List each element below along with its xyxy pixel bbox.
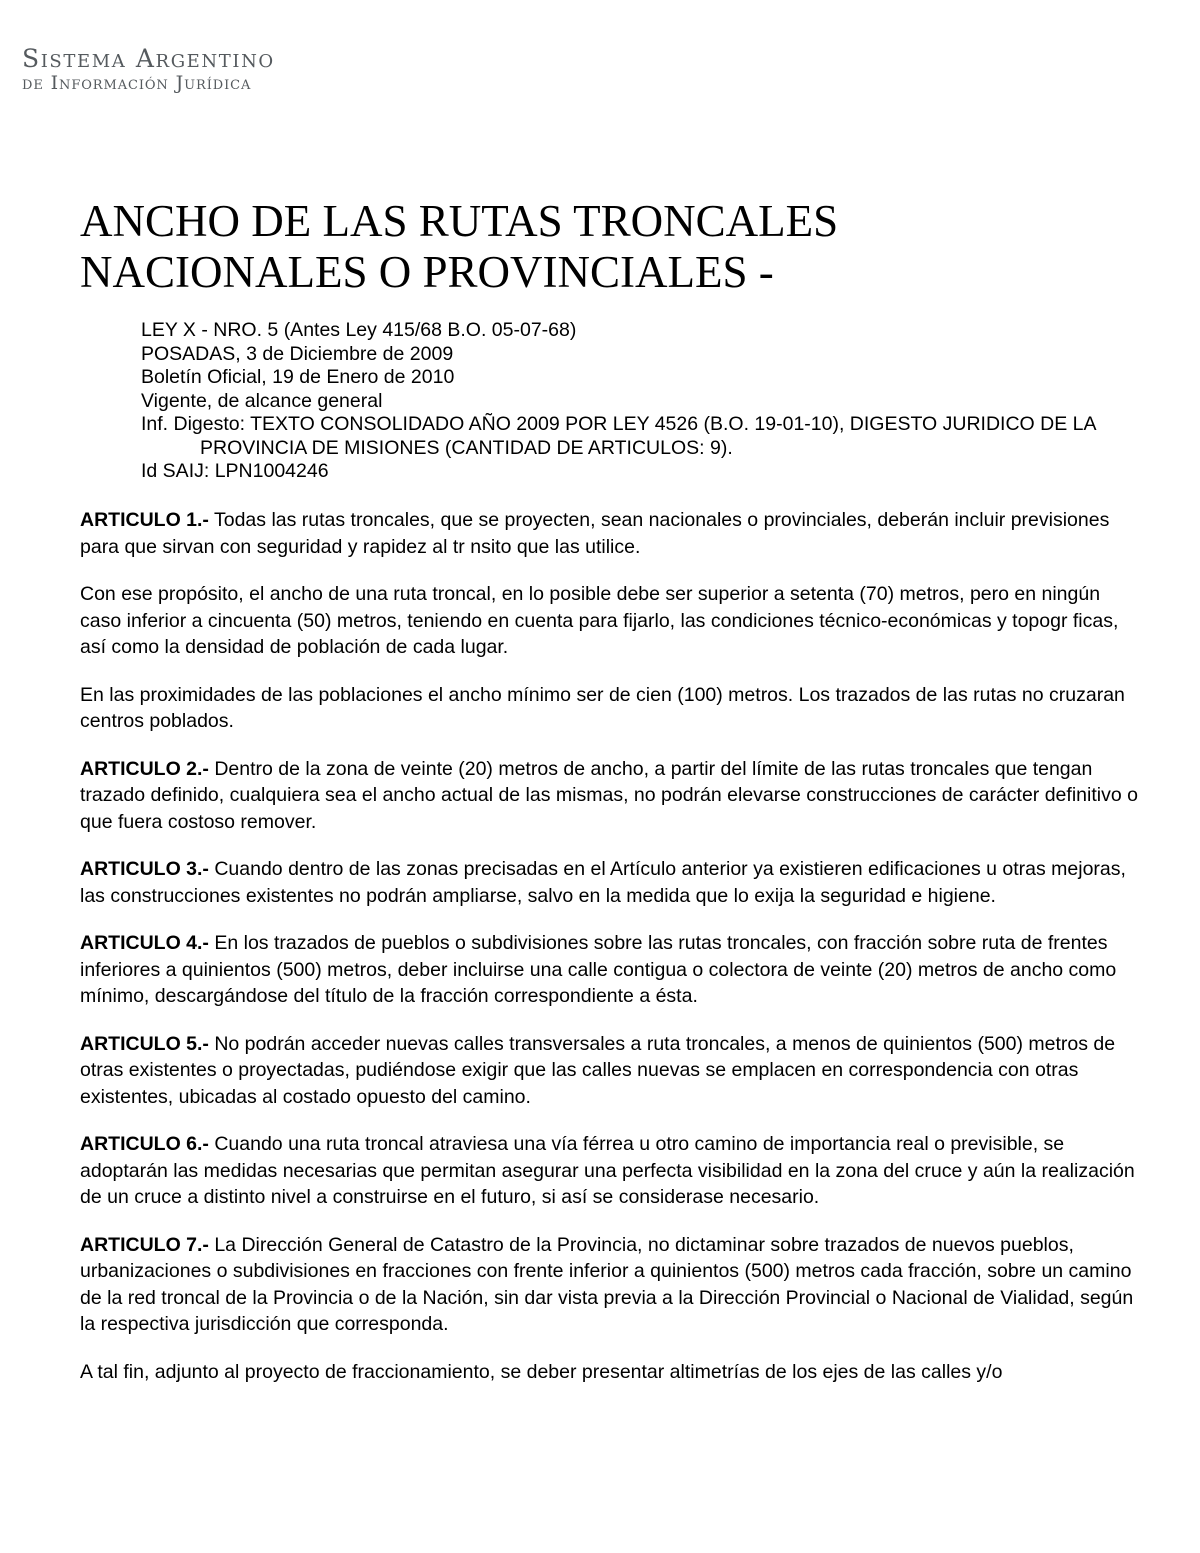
- article-text: Todas las rutas troncales, que se proyecten, sean nacionales o provinciales, deberán incluir previsiones para que sirvan con seguridad y rapidez al tr nsito que las utilice.: [80, 509, 1110, 558]
- paragraph: [80, 682, 1140, 735]
- paragraph: [80, 507, 1140, 560]
- paragraph: [80, 756, 1140, 836]
- paragraph: [80, 930, 1140, 1010]
- paragraph: [80, 856, 1140, 909]
- saij-id: Id SAIJ: LPN1004246: [141, 460, 329, 482]
- official-bulletin: Boletín Oficial, 19 de Enero de 2010: [141, 366, 455, 388]
- title-line-2: NACIONALES O PROVINCIALES -: [80, 247, 774, 297]
- article-text: En los trazados de pueblos o subdivisiones sobre las rutas troncales, con fracción sobre ruta de frentes inferiores a quinientos (500) metros, deber incluirse una calle contigua o colectora de veinte (20) metros de ancho como mínimo, descargándose del título de la fracción correspondiente a ésta.: [80, 932, 1117, 1007]
- article-text: Cuando una ruta troncal atraviesa una vía férrea u otro camino de importancia real o previsible, se adoptarán las medidas necesarias que permitan asegurar una perfecta visibilidad en la zona del cruce y aún la realización de un cruce a distinto nivel a construirse en el futuro, si así se considerase necesario.: [80, 1133, 1135, 1208]
- article-text: No podrán acceder nuevas calles transversales a ruta troncales, a menos de quinientos (500) metros de otras existentes o proyectadas, pudiéndose exigir que las calles nuevas se emplacen en correspondencia con otras existentes, ubicadas al costado opuesto del camino.: [80, 1032, 1116, 1108]
- paragraph: [80, 1131, 1140, 1211]
- digest-info: Inf. Digesto: TEXTO CONSOLIDADO AÑO 2009 POR LEY 4526 (B.O. 19-01-10), DIGESTO JURIDICO DE LA: [141, 413, 1097, 435]
- place-date: POSADAS, 3 de Diciembre de 2009: [141, 342, 454, 365]
- article-label: ARTICULO 7.-: [80, 1233, 209, 1256]
- saij-logo: [22, 46, 275, 93]
- article-text: Cuando dentro de las zonas precisadas en el Artículo anterior ya existieren edificaciones u otras mejoras, las construcciones existentes no podrán ampliarse, salvo en la medida que lo exija la seguridad e higiene.: [80, 858, 1126, 907]
- digest-info-continued: PROVINCIA DE MISIONES (CANTIDAD DE ARTICULOS: 9).: [200, 436, 733, 459]
- paragraph-text: A tal fin, adjunto al proyecto de fraccionamiento, se deber presentar altimetrías de los ejes de las calles y/o: [80, 1360, 1003, 1383]
- paragraph: [80, 1031, 1140, 1111]
- document-body: [80, 507, 1140, 1406]
- validity: Vigente, de alcance general: [141, 389, 383, 412]
- article-text: La Dirección General de Catastro de la Provincia, no dictaminar sobre trazados de nuevos pueblos, urbanizaciones o subdivisiones en fracciones con frente inferior a quinientos (500) metros cada fracción, sobre un camino de la red troncal de la Provincia o de la Nación, sin dar vista previa a la Dirección Provincial o Nacional de Vialidad, según la respectiva jurisdicción que corresponda.: [80, 1233, 1134, 1335]
- article-label: ARTICULO 3.-: [80, 858, 209, 880]
- logo-line-2: de Información Jurídica: [22, 72, 252, 94]
- paragraph: [80, 1232, 1140, 1338]
- law-number: LEY X - NRO. 5 (Antes Ley 415/68 B.O. 05-07-68): [141, 319, 577, 341]
- law-metadata: [141, 319, 1181, 484]
- article-label: ARTICULO 5.-: [80, 1032, 209, 1055]
- document-title: [80, 196, 1160, 298]
- paragraph: [80, 581, 1140, 661]
- paragraph-text: Con ese propósito, el ancho de una ruta troncal, en lo posible debe ser superior a setenta (70) metros, pero en ningún caso inferior a cincuenta (50) metros, teniendo en cuenta para fijarlo, las condiciones técnico-económicas y topogr ficas, así como la densidad de población de cada lugar.: [80, 583, 1119, 658]
- article-label: ARTICULO 2.-: [80, 757, 209, 780]
- article-label: ARTICULO 6.-: [80, 1133, 209, 1155]
- article-label: ARTICULO 1.-: [80, 509, 209, 531]
- paragraph-text: En las proximidades de las poblaciones el ancho mínimo ser de cien (100) metros. Los trazados de las rutas no cruzaran centros poblados.: [80, 683, 1125, 732]
- article-text: Dentro de la zona de veinte (20) metros de ancho, a partir del límite de las rutas troncales que tengan trazado definido, cualquiera sea el ancho actual de las mismas, no podrán elevarse construcciones de carácter definitivo o que fuera costoso remover.: [80, 757, 1138, 833]
- paragraph: [80, 1359, 1140, 1386]
- article-label: ARTICULO 4.-: [80, 932, 209, 954]
- title-line-1: ANCHO DE LAS RUTAS TRONCALES: [80, 196, 839, 246]
- logo-line-1: Sistema Argentino: [22, 44, 275, 73]
